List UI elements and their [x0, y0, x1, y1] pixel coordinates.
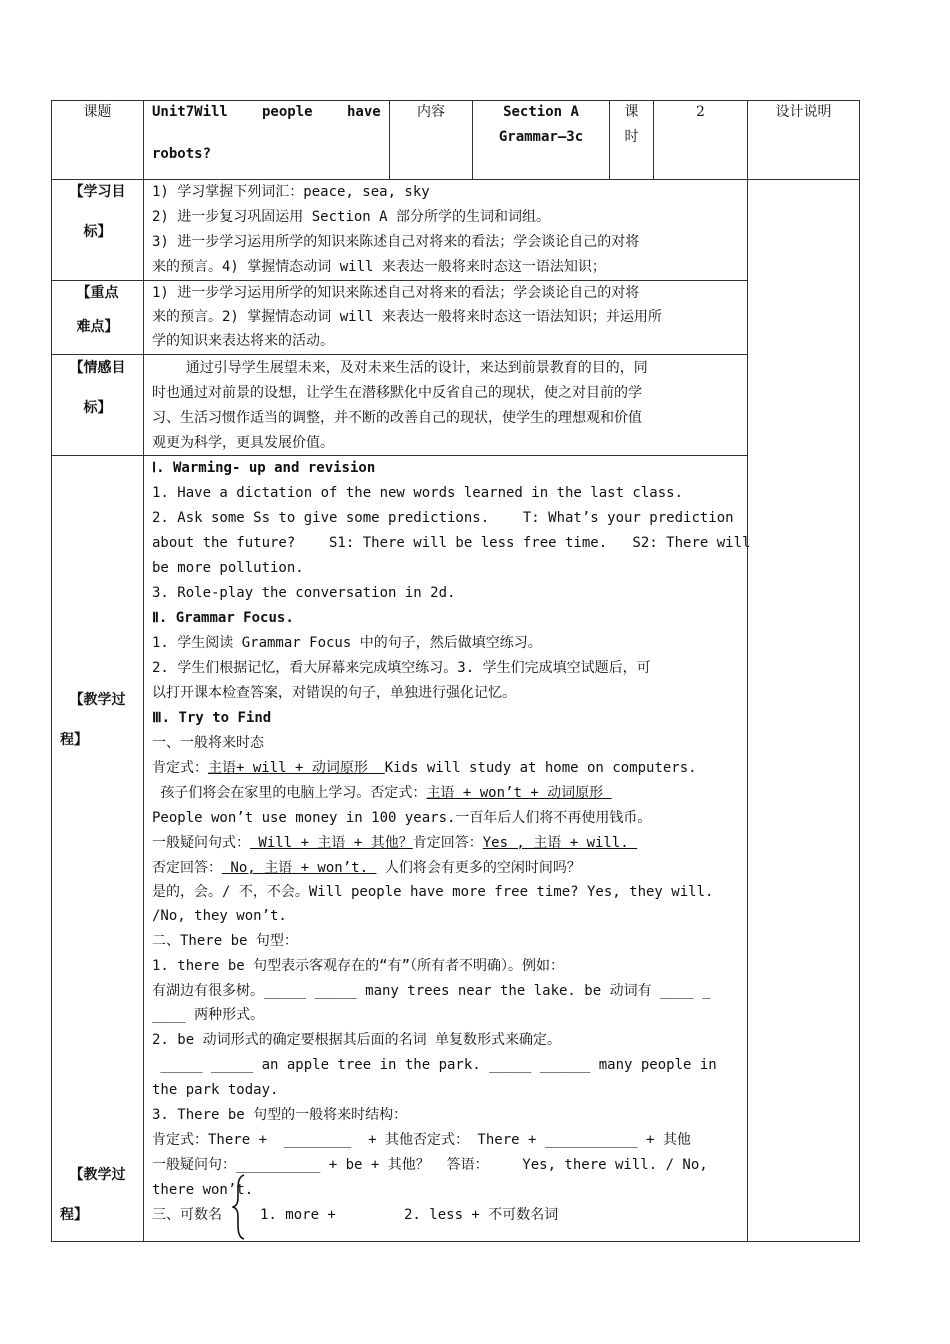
there-be-line: the park today. — [152, 1082, 279, 1098]
there-be-line: 肯定式：There + ________ + 其他否定式： There + ___________ + 其他 — [152, 1132, 691, 1148]
question-example: 是的，会。/ 不，不会。Will people have more free time? Yes, they will. — [152, 884, 714, 900]
there-be-line: there won’t. — [152, 1182, 254, 1198]
header-period-label-2: 时 — [624, 129, 639, 145]
emotion-line: 观更为科学，更具发展价值。 — [152, 435, 334, 451]
goals-line: 2) 进一步复习巩固运用 Section A 部分所学的生词和词组。 — [152, 209, 551, 225]
process-label-4: 程】 — [60, 1207, 88, 1223]
no-answer-line — [152, 856, 581, 881]
negative-line — [152, 781, 612, 806]
affirmative-formula: 主语+ will + 动词原形 — [208, 760, 385, 776]
header-topic-word-2: people — [262, 104, 313, 120]
there-be-line: ____ 两种形式。 — [152, 1007, 265, 1023]
section-1-line: 3. Role-play the conversation in 2d. — [152, 585, 456, 601]
process-label-1: 【教学过 — [69, 692, 126, 708]
section-1-title: Ⅰ. Warming- up and revision — [152, 460, 376, 476]
section-2-line: 2. 学生们根据记忆，看大屏幕来完成填空练习。3. 学生们完成填空试题后，可 — [152, 660, 651, 676]
section-2-title: Ⅱ. Grammar Focus. — [152, 610, 294, 626]
header-design-label: 设计说明 — [775, 104, 832, 120]
there-be-line: 1. there be 句型表示客观存在的“有”（所有者不明确）。例如： — [152, 958, 565, 974]
question-translation: 人们将会有更多的空闲时间吗？ — [376, 860, 581, 876]
table-border-left — [51, 100, 52, 1242]
brace-icon — [232, 1173, 246, 1241]
emotion-line: 习、生活习惯作适当的调整，并不断的改善自己的现状，使学生的理想观和价值 — [152, 410, 642, 426]
keypoints-label-1: 【重点 — [76, 285, 119, 301]
goals-line: 3) 进一步学习运用所学的知识来陈述自己对将来的看法；学会谈论自己的对将 — [152, 234, 640, 250]
there-be-line: 一般疑问句：__________ + be + 其他？ 答语： Yes, there will. / No, — [152, 1157, 708, 1173]
process-label-3: 【教学过 — [69, 1167, 126, 1183]
process-label-2: 程】 — [60, 732, 88, 748]
future-tense-heading: 一、一般将来时态 — [152, 735, 264, 751]
header-topic-word-3: have — [347, 104, 381, 120]
section-2-line: 1. 学生阅读 Grammar Focus 中的句子，然后做填空练习。 — [152, 635, 542, 651]
question-formula: Will + 主语 + 其他？ — [250, 835, 413, 851]
goals-line: 来的预言。4) 掌握情态动词 will 来表达一般将来时态这一语法知识； — [152, 259, 606, 275]
goals-line: 1) 学习掌握下列词汇：peace, sea, sky — [152, 184, 430, 200]
affirmative-translation: 孩子们将会在家里的电脑上学习。否定式： — [152, 785, 427, 801]
header-period-value: 2 — [696, 104, 705, 120]
section-1-line: be more pollution. — [152, 560, 304, 576]
affirmative-example: Kids will study at home on computers. — [384, 760, 697, 776]
there-be-line: _____ _____ an apple tree in the park. _____ ______ many people in — [152, 1057, 717, 1073]
header-content-line-1: Section A — [503, 104, 579, 120]
affirmative-line — [152, 756, 697, 781]
keypoints-line: 来的预言。2) 掌握情态动词 will 来表达一般将来时态这一语法知识；并运用所 — [152, 309, 662, 325]
yes-answer-formula: Yes , 主语 + will. — [482, 835, 638, 851]
row-divider-keypoints — [51, 354, 748, 355]
header-topic-word-1: Unit7Will — [152, 104, 228, 120]
section-1-line: 2. Ask some Ss to give some predictions. T: What’s your prediction — [152, 510, 734, 526]
yes-answer-label: 肯定回答： — [412, 835, 483, 851]
keypoints-line: 1) 进一步学习运用所学的知识来陈述自己对将来的看法；学会谈论自己的对将 — [152, 285, 640, 301]
question-label: 一般疑问句式： — [152, 835, 250, 851]
section-1-line: 1. Have a dictation of the new words learned in the last class. — [152, 485, 684, 501]
there-be-line: 2. be 动词形式的确定要根据其后面的名词 单复数形式来确定。 — [152, 1032, 561, 1048]
no-answer-formula: No, 主语 + won’t. — [222, 860, 377, 876]
table-border-right — [859, 100, 860, 1242]
countable-more: 1. more + — [260, 1207, 336, 1223]
table-border-bottom — [51, 1241, 860, 1242]
affirmative-label: 肯定式： — [152, 760, 208, 776]
negative-formula: 主语 + won’t + 动词原形 — [426, 785, 612, 801]
there-be-line: 3. There be 句型的一般将来时结构： — [152, 1107, 408, 1123]
header-topic-word-4: robots? — [152, 146, 212, 162]
question-example: /No, they won’t. — [152, 908, 287, 924]
emotion-label-1: 【情感目 — [69, 360, 126, 376]
goals-label-1: 【学习目 — [69, 184, 126, 200]
keypoints-line: 学的知识来表达将来的活动。 — [152, 333, 334, 349]
there-be-line: 有湖边有很多树。_____ _____ many trees near the lake. be 动词有 ____ _ — [152, 983, 711, 999]
no-answer-label: 否定回答： — [152, 860, 222, 876]
emotion-label-2: 标】 — [83, 400, 112, 416]
emotion-line: 时也通过对前景的设想，让学生在潜移默化中反省自己的现状，使之对目前的学 — [152, 385, 642, 401]
countable-heading: 三、可数名 — [152, 1207, 222, 1223]
section-3-title: Ⅲ. Try to Find — [152, 710, 272, 726]
there-be-heading: 二、There be 句型： — [152, 933, 298, 949]
col-divider-design — [747, 100, 748, 1242]
countable-less: 2. less + 不可数名词 — [404, 1207, 559, 1223]
section-1-line: about the future? S1: There will be less free time. S2: There will — [152, 535, 751, 551]
header-content-label: 内容 — [417, 104, 445, 120]
header-content-line-2: Grammar—3c — [498, 129, 584, 145]
header-topic-label: 课题 — [83, 104, 112, 120]
header-period-label-1: 课 — [624, 104, 639, 120]
section-2-line: 以打开课本检查答案，对错误的句子，单独进行强化记忆。 — [152, 685, 516, 701]
keypoints-label-2: 难点】 — [76, 319, 119, 335]
negative-example: People won’t use money in 100 years.一百年后人们将不再使用钱币。 — [152, 810, 652, 826]
col-divider-1 — [143, 100, 144, 1242]
question-line — [152, 831, 637, 856]
goals-label-2: 标】 — [83, 224, 112, 240]
emotion-line: 通过引导学生展望未来，及对未来生活的设计，来达到前景教育的目的，同 — [152, 360, 648, 376]
